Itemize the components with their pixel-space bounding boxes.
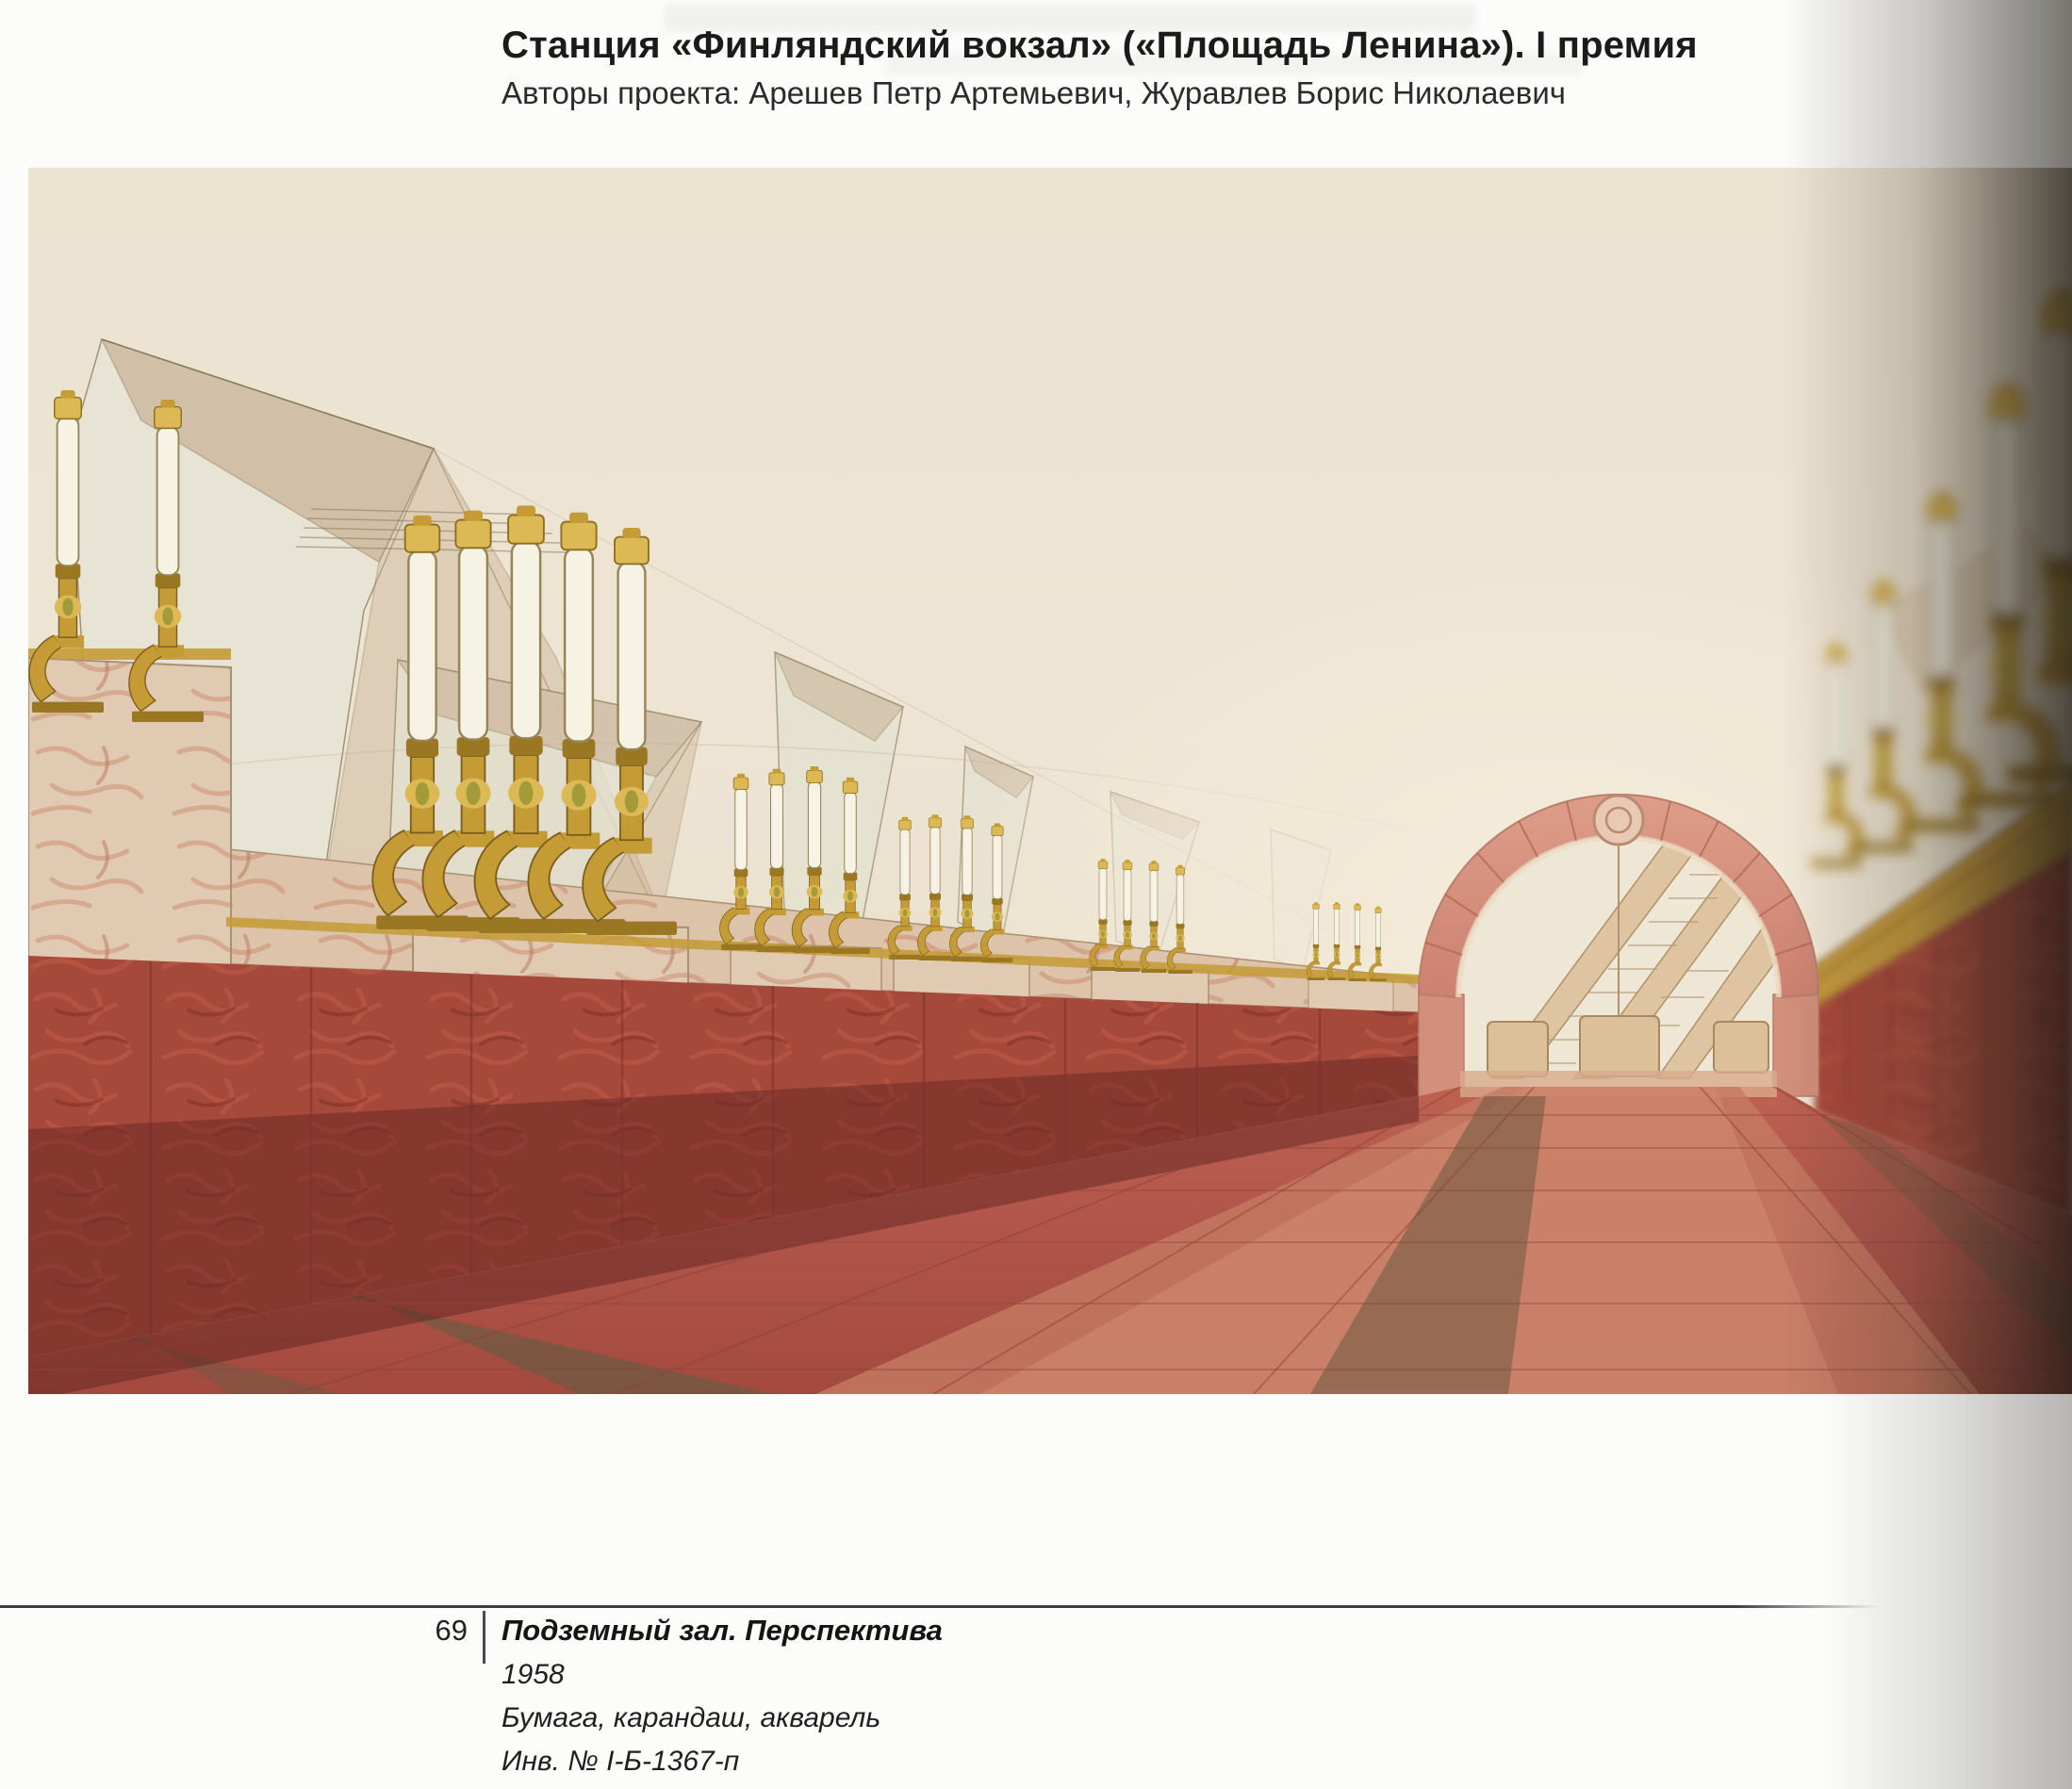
caption-rule bbox=[0, 1605, 1883, 1608]
caption-inventory: Инв. № I-Б-1367-п bbox=[502, 1746, 740, 1777]
caption-divider bbox=[483, 1611, 485, 1664]
caption-title: Подземный зал. Перспектива bbox=[502, 1614, 943, 1647]
page-title: Станция «Финляндский вокзал» («Площадь Ленина»). I премия bbox=[502, 25, 1698, 66]
page-subtitle: Авторы проекта: Арешев Петр Артемьевич, Журавлев Борис Николаевич bbox=[502, 75, 1566, 110]
spine-shadow-bottom bbox=[1819, 1394, 2072, 1789]
plate-number: 69 bbox=[435, 1614, 468, 1647]
caption-year: 1958 bbox=[502, 1659, 565, 1690]
artwork-watercolor bbox=[28, 168, 2072, 1394]
spine-shadow-top bbox=[1782, 0, 2072, 168]
caption-medium: Бумага, карандаш, акварель bbox=[502, 1702, 881, 1733]
artwork-canvas bbox=[28, 168, 2072, 1394]
spine-shadow bbox=[1782, 168, 2072, 1394]
